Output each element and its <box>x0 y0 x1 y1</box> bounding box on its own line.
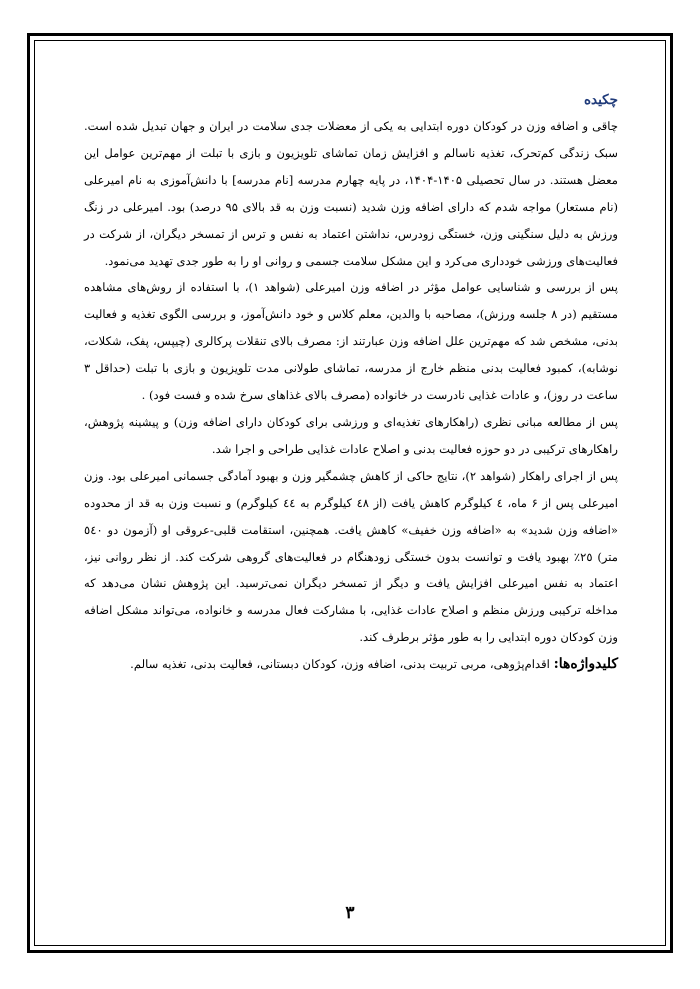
abstract-heading: چکیده <box>583 92 618 108</box>
abstract-paragraph-1: چاقی و اضافه وزن در کودکان دوره ابتدایی به یکی از معضلات جدی سلامت در ایران و جهان تبدیل شده است. سبک زندگی کم‌تحرک، تغذیه ناسالم و افزایش زمان تماشای تلویزیون و بازی با تبلت از مهم‌ترین عوامل این معضل هستند. در سال تحصیلی ۱۴۰۵-۱۴۰۴، در پایه چهارم مدرسه [نام مدرسه] با دانش‌آموزی به نام امیرعلی (نام مستعار) مواجه شدم که دارای اضافه وزن شدید (نسبت وزن به قد بالای ۹۵ درصد) بود. امیرعلی در زنگ ورزش به دلیل سنگینی وزن، خستگی زودرس، نداشتن اعتماد به نفس و ترس از تمسخر دیگران، از شرکت در فعالیت‌های ورزشی خودداری می‌کرد و این مشکل سلامت جسمی و روانی او را به طور جدی تهدید می‌نمود. <box>84 119 618 268</box>
page-number: ۳ <box>345 903 355 923</box>
keywords-text: اقدام‌پژوهی، مربی تربیت بدنی، اضافه وزن، کودکان دبستانی، فعالیت بدنی، تغذیه سالم. <box>130 657 554 672</box>
abstract-paragraph-3: پس از مطالعه مبانی نظری (راهکارهای تغذیه‌ای و ورزشی برای کودکان دارای اضافه وزن) و پیشینه پژوهش، راهکارهای ترکیبی در دو حوزه فعالیت بدنی و اصلاح عادات غذایی طراحی و اجرا شد. <box>84 414 618 456</box>
keywords-label: کلیدواژه‌ها: <box>553 656 618 673</box>
abstract-paragraph-2: پس از بررسی و شناسایی عوامل مؤثر در اضافه وزن امیرعلی (شواهد ۱)، با استفاده از روش‌های مشاهده مستقیم (در ۸ جلسه ورزش)، مصاحبه با والدین، معلم کلاس و خود دانش‌آموز، و بررسی الگوی تغذیه و فعالیت بدنی، مشخص شد که مهم‌ترین علل اضافه وزن عبارتند از: مصرف بالای تنقلات پرکالری (چیپس، پفک، شکلات، نوشابه)، کمبود فعالیت بدنی منظم خارج از مدرسه، تماشای طولانی مدت تلویزیون و بازی با تبلت (حداقل ۳ ساعت در روز)، و عادات غذایی نادرست در خانواده (مصرف بالای غذاهای سرخ شده و فست فود) . <box>84 280 618 403</box>
keywords-line <box>84 651 618 678</box>
abstract-section <box>84 88 618 678</box>
abstract-paragraph-4: پس از اجرای راهکار (شواهد ۲)، نتایج حاکی از کاهش چشمگیر وزن و بهبود آمادگی جسمانی امیرعلی بود. وزن امیرعلی پس از ۶ ماه، ٤ کیلوگرم کاهش یافت (از ٤۸ کیلوگرم به ٤٤ کیلوگرم) و نسبت وزن به قد از محدوده «اضافه وزن شدید» به «اضافه وزن خفیف» کاهش یافت. همچنین، استقامت قلبی-عروقی او (آزمون دو ٥٤۰ متر) ۲٥٪ بهبود یافت و توانست بدون خستگی زودهنگام در فعالیت‌های گروهی شرکت کند. از نظر روانی نیز، اعتماد به نفس امیرعلی افزایش یافت و دیگر از تمسخر دیگران نمی‌ترسید. این پژوهش نشان می‌دهد که مداخله ترکیبی ورزش منظم و اصلاح عادات غذایی، با مشارکت فعال مدرسه و خانواده، می‌تواند مشکل اضافه وزن کودکان دوره ابتدایی را به طور مؤثر برطرف کند. <box>84 468 618 645</box>
